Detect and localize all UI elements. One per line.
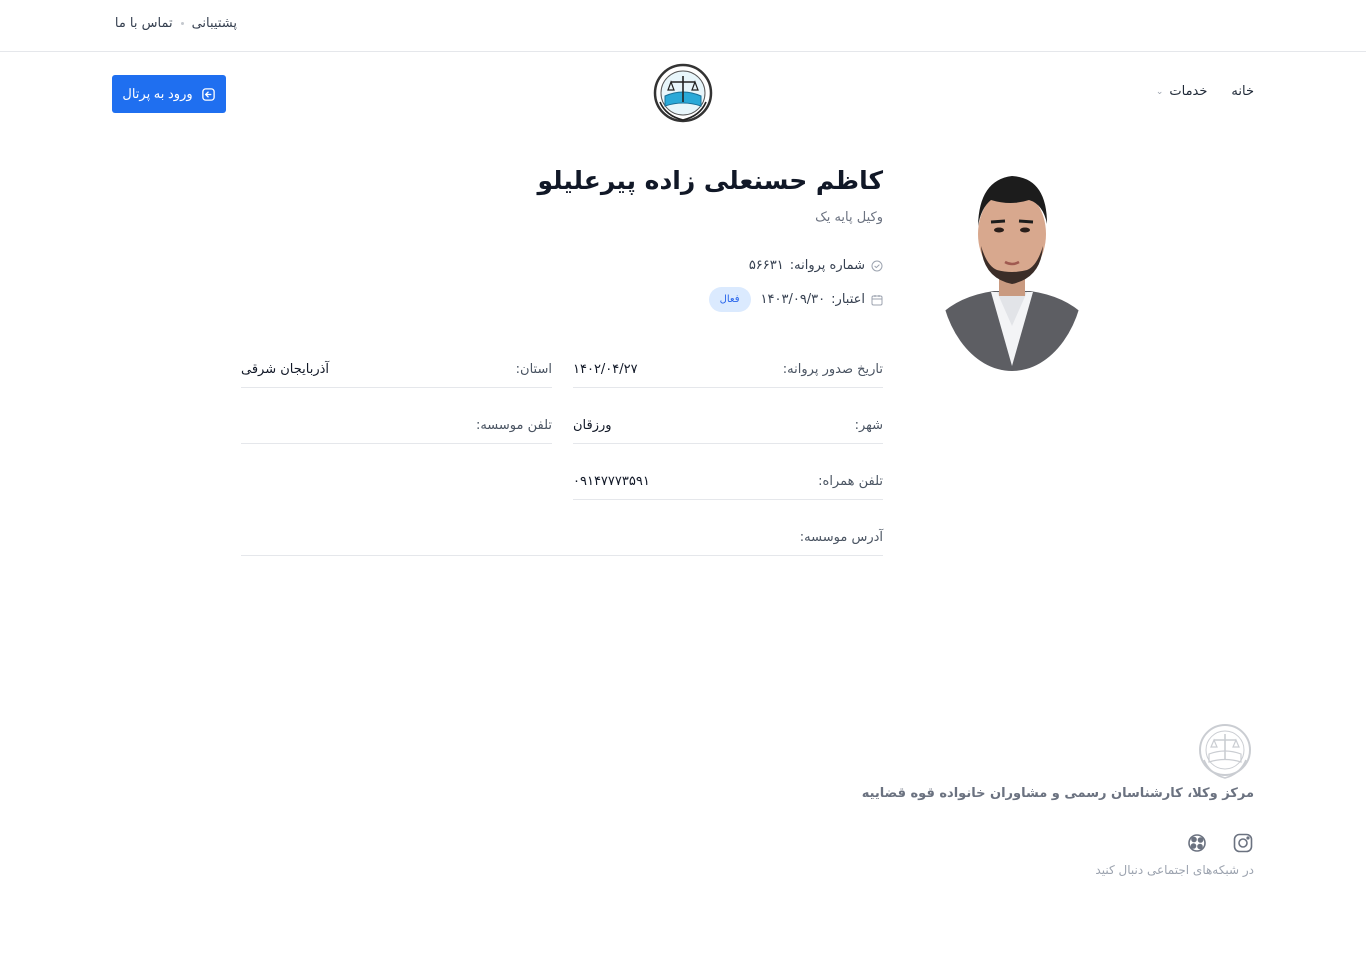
license-number: ۵۶۶۳۱ [748, 258, 784, 273]
chevron-down-icon: ⌄ [1155, 86, 1164, 97]
lawyer-name: کاظم حسنعلی زاده پیرعلیلو [537, 166, 883, 195]
nav-services[interactable] [1156, 84, 1208, 99]
lawyer-title: وکیل پایه یک [815, 210, 883, 225]
mobile-field [573, 464, 883, 500]
aparat-link[interactable] [1186, 832, 1208, 858]
footer-org-name: مرکز وکلا، کارشناسان رسمی و مشاوران خانواده قوه قضاییه [861, 786, 1254, 801]
province-field [241, 352, 552, 388]
top-links [115, 16, 237, 31]
main-nav [1156, 84, 1254, 99]
nav-services-label: خدمات [1169, 84, 1208, 99]
province-label: استان: [515, 362, 552, 377]
license-label: شماره پروانه: [789, 258, 865, 273]
city-value: ورزقان [573, 418, 612, 433]
site-header [0, 52, 1366, 136]
top-bar [0, 0, 1366, 52]
institute-address-label: آدرس موسسه: [799, 530, 883, 545]
judiciary-logo[interactable] [652, 62, 714, 124]
follow-text: در شبکه‌های اجتماعی دنبال کنید [1095, 863, 1254, 877]
institute-phone-field [241, 408, 552, 444]
mobile-label: تلفن همراه: [818, 474, 883, 489]
instagram-icon [1232, 832, 1254, 854]
issue-date-value: ۱۴۰۲/۰۴/۲۷ [573, 362, 638, 377]
nav-home[interactable]: خانه [1231, 84, 1254, 99]
aparat-icon [1186, 832, 1208, 854]
portal-login-label: ورود به پرتال [122, 86, 193, 101]
support-link[interactable]: پشتیبانی [191, 16, 237, 31]
login-icon [201, 87, 216, 102]
province-value: آذربایجان شرقی [241, 362, 330, 377]
calendar-icon [871, 294, 883, 306]
portal-login-button[interactable] [112, 75, 226, 113]
status-badge: فعال [709, 287, 751, 312]
validity-date: ۱۴۰۳/۰۹/۳۰ [760, 292, 826, 307]
instagram-link[interactable] [1232, 832, 1254, 858]
social-links [1186, 832, 1254, 858]
validity-label: اعتبار: [831, 292, 865, 307]
mobile-value: ۰۹۱۴۷۷۷۳۵۹۱ [573, 474, 650, 489]
license-row [749, 258, 883, 273]
institute-address-field [241, 520, 883, 556]
check-circle-icon [871, 260, 883, 272]
city-field [573, 408, 883, 444]
validity-row [709, 287, 883, 312]
issue-date-field [573, 352, 883, 388]
city-label: شهر: [854, 418, 883, 433]
lawyer-photo [939, 166, 1085, 371]
issue-date-label: تاریخ صدور پروانه: [782, 362, 883, 377]
contact-link[interactable]: تماس با ما [114, 16, 173, 31]
footer-logo [1197, 722, 1253, 780]
institute-phone-label: تلفن موسسه: [475, 418, 552, 433]
separator-dot [181, 22, 184, 25]
